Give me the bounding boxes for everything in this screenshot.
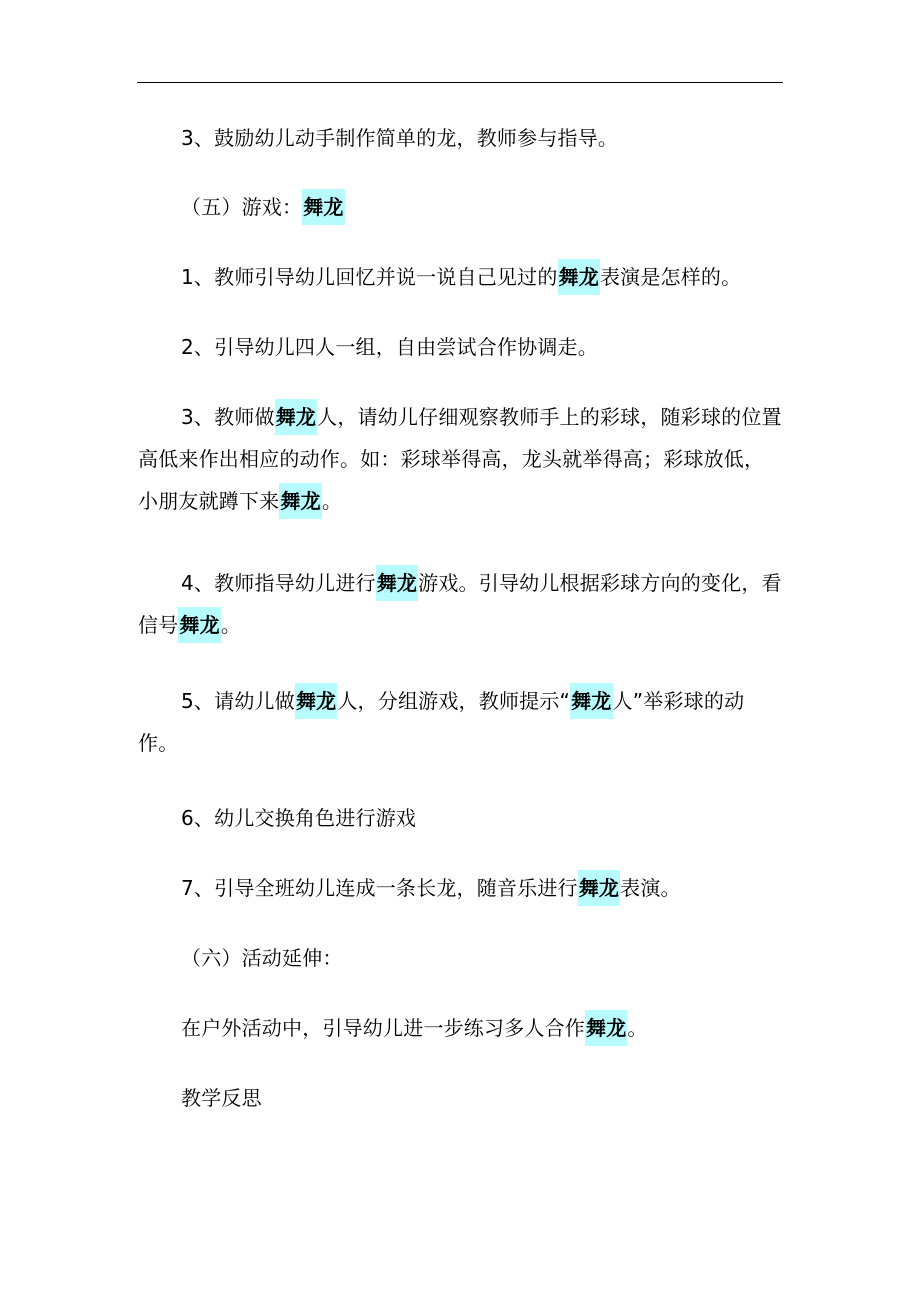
text-segment: 。 xyxy=(321,489,343,513)
text-segment: 7、引导全班幼儿连成一条长龙，随音乐进行 xyxy=(181,876,578,900)
section-heading-extension xyxy=(138,937,782,979)
keyword-highlight: 舞龙 xyxy=(376,565,418,601)
text-segment: 游戏。引导幼儿根据彩球方向的变化，看信号 xyxy=(138,571,782,637)
paragraph-step-6-swap-roles xyxy=(138,797,782,839)
paragraph-step-1-recall xyxy=(138,256,782,298)
text-segment: 6、幼儿交换角色进行游戏 xyxy=(181,806,417,830)
section-heading-reflection xyxy=(138,1077,782,1119)
keyword-highlight: 舞龙 xyxy=(279,483,321,519)
paragraph-extension-practice xyxy=(138,1007,782,1049)
paragraph-step-5-group-game xyxy=(138,680,782,764)
section-heading-game xyxy=(138,186,782,228)
text-segment: 2、引导幼儿四人一组，自由尝试合作协调走。 xyxy=(181,335,598,359)
text-segment: 在户外活动中，引导幼儿进一步练习多人合作 xyxy=(181,1016,585,1040)
text-segment: 教学反思 xyxy=(181,1086,262,1110)
text-segment: 4、教师指导幼儿进行 xyxy=(181,571,376,595)
text-segment: 表演。 xyxy=(620,876,681,900)
keyword-highlight: 舞龙 xyxy=(558,259,600,295)
keyword-highlight: 舞龙 xyxy=(578,870,620,906)
text-segment: 人，分组游戏，教师提示“ xyxy=(337,689,571,713)
text-segment: 1、教师引导幼儿回忆并说一说自己见过的 xyxy=(181,265,558,289)
text-segment: 。 xyxy=(220,613,242,637)
text-segment: （五）游戏： xyxy=(181,195,303,219)
text-segment: 。 xyxy=(627,1016,648,1040)
text-segment: 人，请幼儿仔细观察教师手上的彩球，随彩球的位置高低来作出相应的动作。如：彩球举得高，龙头就举得高；彩球放低，小朋友就蹲下来 xyxy=(138,405,782,513)
keyword-highlight: 舞龙 xyxy=(295,683,337,719)
text-segment: 3、鼓励幼儿动手制作简单的龙，教师参与指导。 xyxy=(181,126,619,150)
keyword-highlight: 舞龙 xyxy=(585,1010,627,1046)
header-rule xyxy=(137,82,783,83)
text-segment: 3、教师做 xyxy=(181,405,275,429)
keyword-highlight: 舞龙 xyxy=(570,683,612,719)
paragraph-step-7-long-dragon xyxy=(138,867,782,909)
paragraph-step-2-groups xyxy=(138,326,782,368)
keyword-highlight: 舞龙 xyxy=(178,607,220,643)
keyword-highlight: 舞龙 xyxy=(275,399,317,435)
paragraph-step-3-make-dragon xyxy=(138,117,782,159)
text-segment: （六）活动延伸： xyxy=(181,946,343,970)
paragraph-step-3-teacher-leads xyxy=(138,396,782,522)
text-segment: 5、请幼儿做 xyxy=(181,689,295,713)
paragraph-step-4-guided-game xyxy=(138,562,782,646)
text-segment: 表演是怎样的。 xyxy=(599,265,742,289)
keyword-highlight: 舞龙 xyxy=(302,189,344,225)
text-segment: 人”举彩球的动作。 xyxy=(138,689,745,755)
